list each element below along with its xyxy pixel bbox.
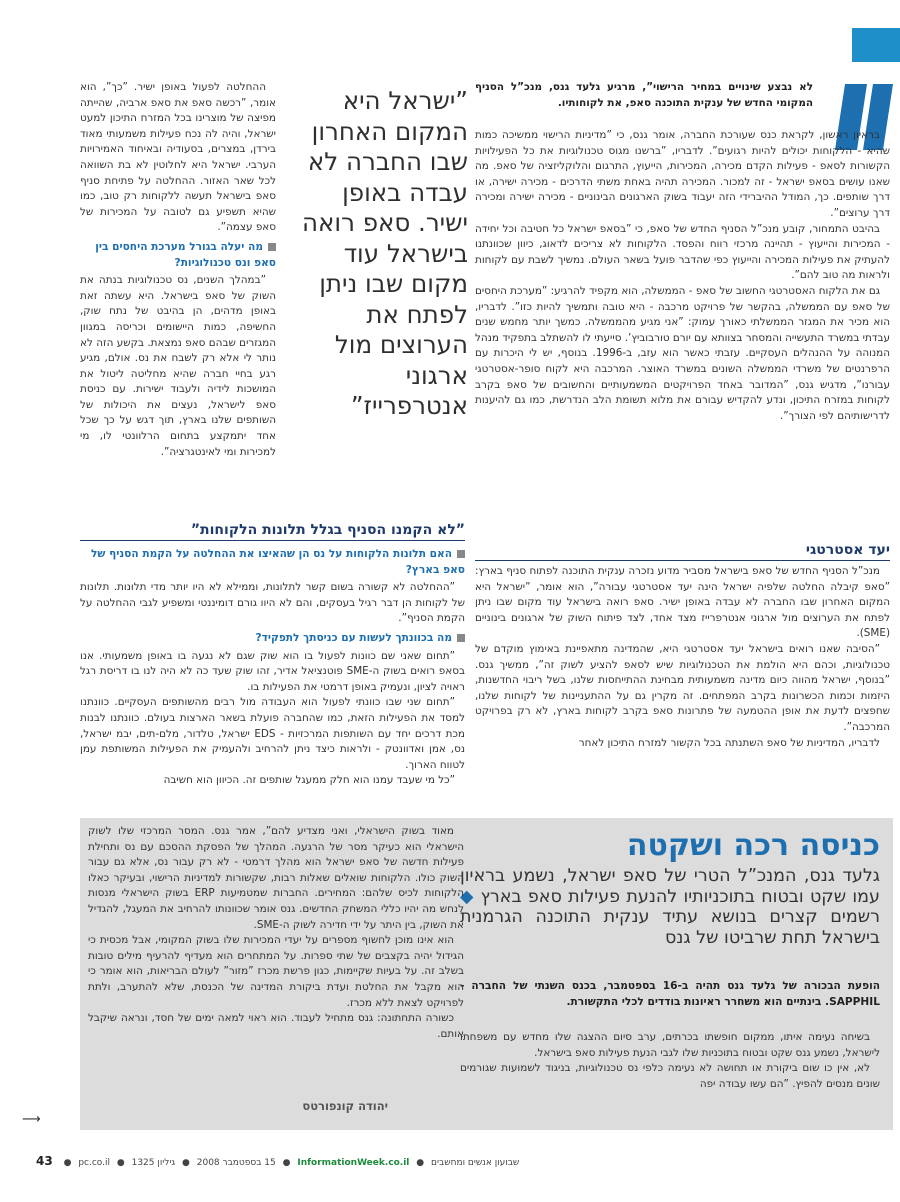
question-heading: מה יעלה בגורל מערכת היחסים בין סאפ ונס טכנולוגיות? (95, 240, 276, 269)
article-paragraph: ”תחום שני שבו כוונתי לפעול הוא העבודה מול רבים מהשותפים העסקיים. כוונתנו למסד את הפעילות הזאת, כמו שהחברה פועלת בשאר הארצות בעולם. כוונתנו לבנות מכת דרכים יחד עם השותפות המרכזיות - EDS ישראל, טלדור, מלם-תים, יבמ ישראל, נס, אמן ואדוונטק - ולראות כיצד ניתן להרחיב ולהעמיק את הפעילות המשותפת עמן לטווח הארוך. (80, 696, 465, 771)
question-heading: האם תלונות הלקוחות על נס הן שהאיצו את ההחלטה על הקמת הסניף של סאפ בארץ? (90, 548, 465, 576)
article-paragraph: ”במהלך השנים, נס טכנולוגיות בנתה את השוק של סאפ בישראל. היא עשתה זאת באופן מדהים, הן בהיבט של נתח שוק, החשיפה, כמות היישומים וכריסה במגוון המגזרים שבהם סאפ נמצאת. בקשע הזה לא נותר לי אלא רק לשבח את נס. אולם, מגיע רגע בחיי חברה שהיא מחליטה ליטול את המושכות לידיה ולעבוד ישירות. עם כניסת סאפ לישראל, נעצים את היכולות של השותפים שלנו בארץ, תוך דגש על כך שכל אחד יתמקצע בתחום הרלוונטי לו, מי למכירות ומי לאינטגרציה”. (80, 274, 276, 458)
sidebar-box-body-left (88, 824, 464, 1042)
complaints-section-body (80, 543, 465, 789)
article-column-left (80, 80, 276, 460)
article-column-right-body (475, 128, 890, 424)
sidebar-box-title: כניסה רכה ושקטה (626, 828, 880, 863)
bullet-square-icon (457, 550, 465, 558)
question-heading: מה בכוונתך לעשות עם כניסתך לתפקיד? (80, 631, 465, 647)
article-paragraph: ההחלטה לפעול באופן ישיר. ”כך”, הוא אומר, ”רכשה סאפ את סאפ ארביה, שהייתה מפיצה של מוצרינו בכל המזרח התיכון למעט ישראל, והיה לה נכח פעילות משמעותי מאוד בירדן, במצרים, בסעודיה ובאיחוד האמירויות הערבי. ישראל היא לחלוטין לא בת השוואה לכל שאר האזור. ההחלטה על פתיחת סניף סאפ בישראל תעשה ללקוחות רק טוב, כמו שהיא תשפיע גם לטובה על המכירות של סאפ עצמה”. (80, 81, 276, 234)
sidebar-box-lead: גלעד גנס, המנכ”ל הטרי של סאפ ישראל, נשמע בראיון עמו שקט ובטוח בתוכניותיו להנעת פעילות סאפ בארץ ◆ רשמים קצרים בנושא עתיד ענקית התוכנה הגרמנית בישראל תחת שרביטו של גנס (460, 866, 880, 948)
article-paragraph: ”כל מי שעבד עמנו הוא חלק ממעגל שותפים זה. הכיוון הוא חשיבה (163, 774, 455, 787)
article-paragraph: בראיון ראשון, לקראת כנס שעורכת החברה, אומר גנס, כי ”מדיניות הרישוי ממשיכה כמות שהיא - הלקוחות יכולים להיות רגועים”. לדבריו, ”ברשנו מגוס טכנולוגיות את כל הפעילויות הקשורות לסאפ - פעילות הקדם מכירה, המכירות, הייעוץ, התרגום והלוקליזציה של סאפ. מה שאנו עושים בסאפ ישראל - זה למכור. המכירה תהיה באחת משתי הדרכים - מכירה ישירה, או דרך שותפים. כך, המודל ההיברידי הזה יעבוד בשוק הארגונים הבינוניים - מכירה ישירה ומכירה דרך ערוצים”. (475, 129, 890, 219)
pull-quote: ”ישראל היא המקום האחרון שבו החברה לא עבדה באופן ישיר. סאפ רואה בישראל עוד מקום שבו ניתן לפתח את הערוצים מול ארגוני אנטרפרייז” (302, 86, 468, 420)
article-paragraph: גם את הלקוח האסטרטגי החשוב של סאפ - הממשלה, הוא מקפיד להרגיע: ”מערכת היחסים של סאפ עם הממשלה, בהקשר של פרויקט מרכבה - היא טובה ותמשיך להיות כזו”. לדבריו, הוא מכיר את המגזר הממשלתי כאורך עמוק: ”אני מגיע מהממשלה. כמשך יותר מחמש שנים עבדתי במשרד התעשייה והמסחר בצוותא עם יורם טורבוביץ’. סייעתי לו להשתלב בתפקיד מנהל המנוהה על ההנהלים העסקיים. עזבתי כאשר הוא עזב, ב-1996. בנוסף, יש לי היכרות עם הרפרנטים של משרדי הממשלה השונים במשרד האוצר. המרכבה היא לקוח סופר-אסטרטגי עבורנו”, מדגיש גנס, ”המדובר באחד הפרויקטים המשמעותיים והחשובים של סאפ בקרב לקוחות במזרח התיכון, ונדע להקדיש עבורם את מלוא תשומת הלב הנדרשת, כמו גם להיענות לדרישותיהם לפי הצורך”. (475, 284, 890, 422)
sidebar-paragraph: בשיחה נעימה איתו, ממקום חופשתו בכרתים, ערב סיום ההצגה שלו מחדש עם משפחתו לישראל, נשמע גנס שקט ובטוח בתוכניות שלו לגבי הנעת פעילות סאפ בישראל. (460, 1031, 880, 1059)
article-paragraph: ”ההחלטה לא קשורה בשום קשר לתלונות, וממילא לא היו יותר מדי תלונות. תלונות של לקוחות הן דבר רגיל בעסקים, והם לא היוו גורם דומיננטי ומשפיע לגבי ההחלטה על הקמת הסניף”. (80, 581, 465, 625)
article-paragraph: ”תחום שאני שם כוונות לפעול בו הוא שוק שגם לא נגעה בו באופן משמעותי. אנו בסאפ רואים בשוק ה-SME פוטנציאל אדיר, זהו שוק שעד כה לא היה לנו בו דריסת רגל ראויה לציון, ונעמיק באופן דרמטי את הפעילות בו. (80, 649, 465, 693)
sidebar-box-intro: הופעת הבכורה של גלעד גנס תהיה ב-16 בספטמבר, בכנס השנתי של החברה - SAPPHIL. בינתיים הוא משחרר ראיונות בודדים לכלי התקשורת. (460, 980, 880, 1008)
article-paragraph: בהיבט התמחור, קובע מנכ”ל הסניף החדש של סאפ, כי ”בסאפ ישראל כל חטיבה וכל יחידה - המכירות והייעוץ - תהיינה מרכזי רווח והפסד. הלקוחות לא צריכים לדאוג, כיוון שכוונתנו להעתיק את פעילות המכירה והייעוץ כפי שהדבר פועל בשאר העולם. נמשיך לשבת עם לקוחות ולראות מה טוב להם”. (475, 222, 890, 282)
bullet-square-icon (268, 243, 276, 251)
footer-magazine: שבועון אנשים ומחשבים (431, 1158, 520, 1168)
strategic-section-body (475, 564, 890, 751)
section-rule (475, 560, 890, 561)
sidebar-paragraph: כשורה התחתונה: גנס מתחיל לעבוד. הוא ראוי למאה ימים של חסד, ונראה שיקבל אותם. (88, 1012, 464, 1040)
article-paragraph: ”הסיבה שאנו רואים בישראל יעד אסטרטגי היא, שהמדינה מתאפיינת באימוץ מוקדם של טכנולוגיות, וכהם היא הולמת את הטכנולוגיות שיש לסאפ להציע לשוק זה”, ממשיך גנס. ”בנוסף, ישראל מהווה כיום מדינה משמעותית מבחינת ההתייחסות שלנו, בשל ריבוי החדשנות, היזמות וכמות הכשרונות בקרב המפתחים. זה מקרין גם על ההתעניינות של לקוחות שלנו, שחפצים לדעת את אופן ההטמעה של פתרונות סאפ בקרב לקוחות בארץ, לא רק בפרויקט המרכבה”. (475, 642, 890, 733)
page-tab-marker (852, 28, 900, 62)
footer-issue: גיליון 1325 (131, 1158, 176, 1168)
sidebar-paragraph: לא, אין כו שום ביקורת או תחושה לא נעימה כלפי נס טכנולוגיות, בניגוד לשמועות שגורמים שונים מנסים להפיץ. ”הם עשו עבודה יפה (460, 1062, 880, 1090)
article-paragraph: לדבריו, המדיניות של סאפ השתנתה בכל הקשור למזרח התיכון לאחר (578, 736, 880, 749)
sidebar-paragraph: הוא אינו מוכן לחשוף מספרים על יעדי המכירות שלו בשוק המקומי, אבל מכסית כי הגידול יהיה בקצבים של שתי ספרות. על המתחרים הוא מעדיף להרעיף מילים טובות בשלב זה. על בעיות שקיימות, כגון פרשת מכרז ”מזור” לעולם הבריאות, הוא אומר כי הוא מקבל את החלטת ועדת ביקורת המדינה של הכנסת, שלא להתערב, ולתת לפרויקט לצאת ללא מכרז. (88, 934, 464, 1009)
section-title-complaints: ”לא הקמנו הסניף בגלל תלונות הלקוחות” (190, 522, 465, 538)
footer-site-main: InformationWeek.co.il (297, 1158, 410, 1168)
page-number: 43 (36, 1154, 53, 1168)
sidebar-paragraph: מאוד בשוק הישראלי, ואני מצדיע להם”, אמר גנס. המסר המרכזי שלו לשוק הישראלי הוא כעיקר מסר של הרגעה. המהלך של הפסקת ההסכם עם נס ותחילת פעילות חדשה של סאפ ישראל הוא מהלך דרמטי - לא רק עבור נס, אלא גם עבור השוק כולו. הלקוחות שואלים שאלות רבות, שקשורות למדיניות הרישוי, ובעיקר כאלו הלקוחות לכיס שלהם: המחירים. החברות שמטמיעות ERP בשוק הישראלי מנסות לנחש מה יהיו כללי המשחק החדשים. גנס אומר שכוונותו להרחיב את המעגל, להגדיל את השוק, בין היתר על ידי חדירה לשוק ה-SME. (88, 825, 464, 931)
page-footer: 43 ● pc.co.il ● 15 בספטמבר 2008 ● גיליון 1325 ● InformationWeek.co.il ● שבועון אנשים ומחשבים (36, 1154, 520, 1168)
footer-date: 15 בספטמבר 2008 (196, 1158, 276, 1168)
continue-arrow-icon: ⟶ (22, 1112, 41, 1127)
footer-site-short: pc.co.il (78, 1158, 110, 1168)
section-title-strategic: יעד אסטרטגי (805, 542, 890, 558)
article-lead-paragraph: לא נבצע שינויים במחיר הרישוי”, מרגיע גלעד גנס, מנכ”ל הסניף המקומי החדש של ענקית התוכנה סאפ, את לקוחותיו. (475, 81, 813, 109)
bullet-square-icon (457, 634, 465, 642)
author-byline: יהודה קונפורטס (302, 1099, 388, 1113)
article-column-right (475, 80, 813, 111)
article-paragraph: מנכ”ל הסניף החדש של סאפ בישראל מסביר מדוע נזכרה ענקית התוכנה לפתוח סניף בארץ: ”סאפ קיבלה החלטה שלפיה ישראל הינה יעד אסטרטגי עבורה”, הוא אומר, ”ישראל היא המקום האחרון שבו החברה לא עבדה באופן ישיר. סאפ רואה בישראל עוד מקום שבו ניתן לפתח את הערוצים מול ארגוני אנטרפרייז מצד אחד, לצד פיתוח השוק של ארגונים בינוניים (SME). (475, 565, 890, 640)
section-rule (80, 540, 465, 541)
diamond-separator-icon: ◆ (460, 886, 475, 907)
sidebar-box-body-right (460, 1030, 880, 1092)
